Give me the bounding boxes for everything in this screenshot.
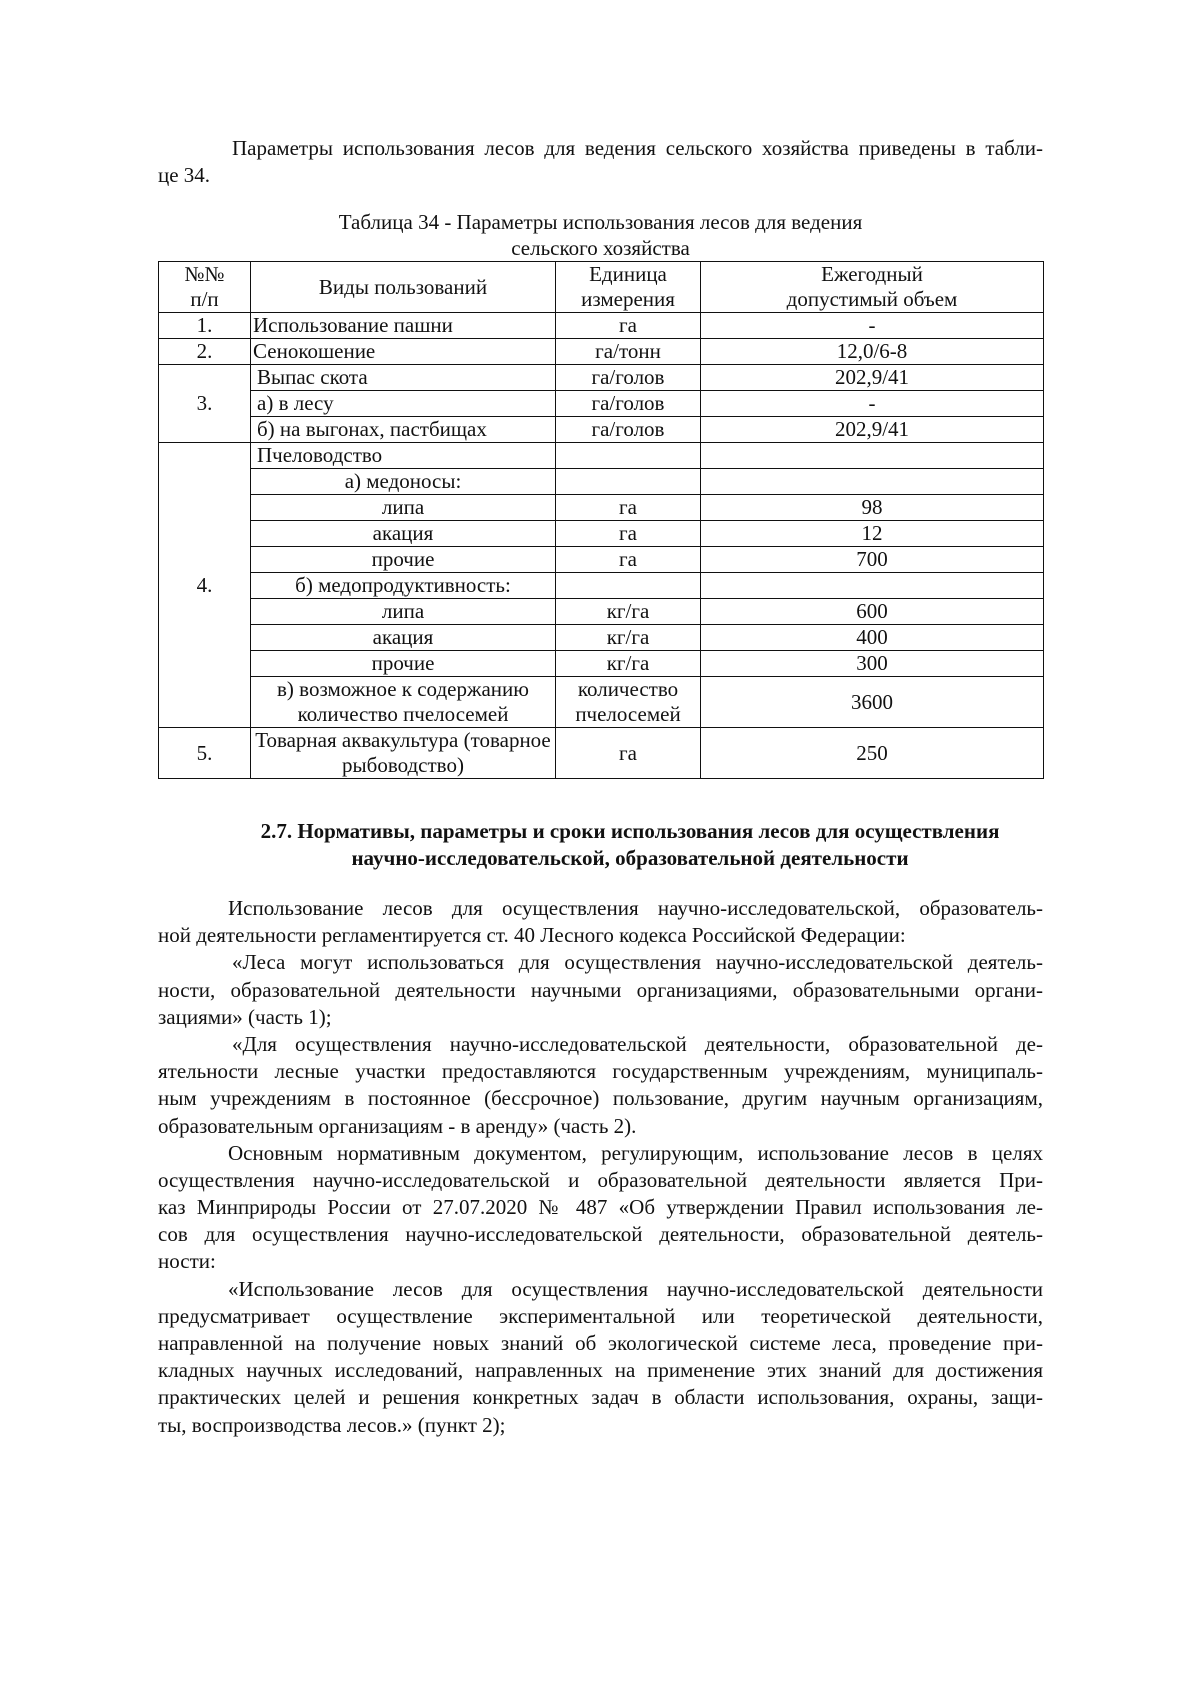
table-row [159, 417, 1044, 443]
annual-volume: 202,9/41 [701, 365, 1044, 391]
annual-volume: 3600 [701, 677, 1044, 728]
usage-kind: акация [251, 521, 556, 547]
table-row [159, 728, 1044, 779]
table-row [159, 651, 1044, 677]
text-line: практических целей и решения конкретных задач в области использования, охраны, защи- [158, 1385, 1043, 1410]
table-row [159, 443, 1044, 469]
text-line: осуществления научно-исследовательской и образовательной деятельности является При- [158, 1167, 1043, 1192]
section-heading-line: 2.7. Нормативы, параметры и сроки использования лесов для осуществления [260, 819, 1000, 843]
text-line: каз Минприроды России от 27.07.2020 № 487 «Об утверждении Правил использования ле- [158, 1195, 1043, 1220]
usage-kind: б) на выгонах, пастбищах [251, 417, 556, 443]
unit: количество пчелосемей [556, 677, 701, 728]
text-line: сов для осуществления научно-исследовательской деятельности, образовательной деятель- [158, 1222, 1043, 1247]
text-line: Основным нормативным документом, регулирующим, использование лесов в целях [228, 1140, 1043, 1165]
row-number: 3. [159, 365, 251, 443]
row-number: 4. [159, 443, 251, 728]
unit: га/голов [556, 365, 701, 391]
unit: га/голов [556, 417, 701, 443]
unit: кг/га [556, 599, 701, 625]
text-line: ятельности лесные участки предоставляются государственным учреждениям, муниципаль- [158, 1059, 1043, 1084]
table-row [159, 573, 1044, 599]
annual-volume: - [701, 313, 1044, 339]
text-line: ты, воспроизводства лесов.» (пункт 2); [158, 1412, 506, 1437]
usage-kind: Сенокошение [251, 339, 556, 365]
text-line: направленной на получение новых знаний об экологической системе леса, проведение при- [158, 1331, 1043, 1355]
header-volume: Ежегодный допустимый объем [701, 262, 1044, 313]
usage-kind: а) в лесу [251, 391, 556, 417]
annual-volume [701, 573, 1044, 599]
text-line: предусматривает осуществление экспериментальной или теоретической деятельности, [158, 1303, 1043, 1328]
table-row [159, 469, 1044, 495]
text-line: образовательным организациям - в аренду» (часть 2). [158, 1113, 637, 1138]
unit: га/тонн [556, 339, 701, 365]
table-row [159, 495, 1044, 521]
forest-agriculture-table [158, 261, 1044, 779]
annual-volume: 400 [701, 625, 1044, 651]
unit: кг/га [556, 625, 701, 651]
usage-kind: Выпас скота [251, 365, 556, 391]
section-heading [200, 818, 1060, 871]
usage-kind: а) медоносы: [251, 469, 556, 495]
text-line: ности, образовательной деятельности научными организациями, образовательными органи- [158, 977, 1043, 1002]
text-line: «Использование лесов для осуществления научно-исследовательской деятельности [228, 1276, 1043, 1301]
usage-kind: Использование пашни [251, 313, 556, 339]
row-number: 1. [159, 313, 251, 339]
usage-kind: липа [251, 495, 556, 521]
annual-volume: 202,9/41 [701, 417, 1044, 443]
row-number: 5. [159, 728, 251, 779]
annual-volume: 300 [701, 651, 1044, 677]
annual-volume: 12,0/6-8 [701, 339, 1044, 365]
paragraph [158, 1031, 1043, 1140]
header-unit: Единица измерения [556, 262, 701, 313]
unit: кг/га [556, 651, 701, 677]
usage-kind: б) медопродуктивность: [251, 573, 556, 599]
table-row [159, 599, 1044, 625]
usage-kind: Товарная аквакультура (товарное рыбоводство) [251, 728, 556, 779]
table-row [159, 313, 1044, 339]
table-row [159, 521, 1044, 547]
usage-kind: прочие [251, 651, 556, 677]
paragraph [158, 1276, 1043, 1439]
unit [556, 573, 701, 599]
table-header-row [159, 262, 1044, 313]
header-kind: Виды пользований [251, 262, 556, 313]
table-row [159, 365, 1044, 391]
annual-volume: 700 [701, 547, 1044, 573]
table-caption-line: Таблица 34 - Параметры использования лесов для ведения [338, 210, 863, 234]
unit: га [556, 521, 701, 547]
row-number: 2. [159, 339, 251, 365]
intro-paragraph [158, 135, 1043, 188]
table-row [159, 339, 1044, 365]
unit: га [556, 313, 701, 339]
paragraph [158, 895, 1043, 949]
table-caption [158, 209, 1043, 261]
header-num: №№ п/п [159, 262, 251, 313]
unit: га [556, 728, 701, 779]
unit: га [556, 547, 701, 573]
annual-volume: - [701, 391, 1044, 417]
table-row [159, 391, 1044, 417]
paragraph [158, 1140, 1043, 1276]
text-line: Использование лесов для осуществления научно-исследовательской, образователь- [228, 896, 1043, 920]
table-caption-line: сельского хозяйства [511, 236, 690, 260]
annual-volume: 12 [701, 521, 1044, 547]
unit: га/голов [556, 391, 701, 417]
text-line: це 34. [158, 162, 211, 187]
unit: га [556, 495, 701, 521]
usage-kind: в) возможное к содержанию количество пчелосемей [251, 677, 556, 728]
text-line: ным учреждениям в постоянное (бессрочное) пользование, другим научным организациям, [158, 1086, 1043, 1111]
table-row [159, 547, 1044, 573]
text-line: ности: [158, 1249, 216, 1274]
annual-volume [701, 469, 1044, 495]
body-text [158, 895, 1043, 1439]
text-line: кладных научных исследований, направленных на применение этих знаний для достижения [158, 1358, 1043, 1383]
usage-kind: Пчеловодство [251, 443, 556, 469]
unit [556, 469, 701, 495]
table-row [159, 677, 1044, 728]
table-row [159, 625, 1044, 651]
usage-kind: липа [251, 599, 556, 625]
annual-volume [701, 443, 1044, 469]
annual-volume: 600 [701, 599, 1044, 625]
paragraph [158, 949, 1043, 1031]
text-line: зациями» (часть 1); [158, 1004, 332, 1029]
annual-volume: 250 [701, 728, 1044, 779]
usage-kind: прочие [251, 547, 556, 573]
usage-kind: акация [251, 625, 556, 651]
annual-volume: 98 [701, 495, 1044, 521]
unit [556, 443, 701, 469]
text-line: «Для осуществления научно-исследовательской деятельности, образовательной де- [232, 1031, 1043, 1056]
text-line: ной деятельности регламентируется ст. 40 Лесного кодекса Российской Федерации: [158, 923, 906, 948]
section-heading-line: научно-исследовательской, образовательной деятельности [351, 845, 909, 870]
text-line: «Леса могут использоваться для осуществления научно-исследовательской деятель- [232, 950, 1043, 975]
text-line: Параметры использования лесов для ведения сельского хозяйства приведены в табли- [232, 136, 1043, 160]
